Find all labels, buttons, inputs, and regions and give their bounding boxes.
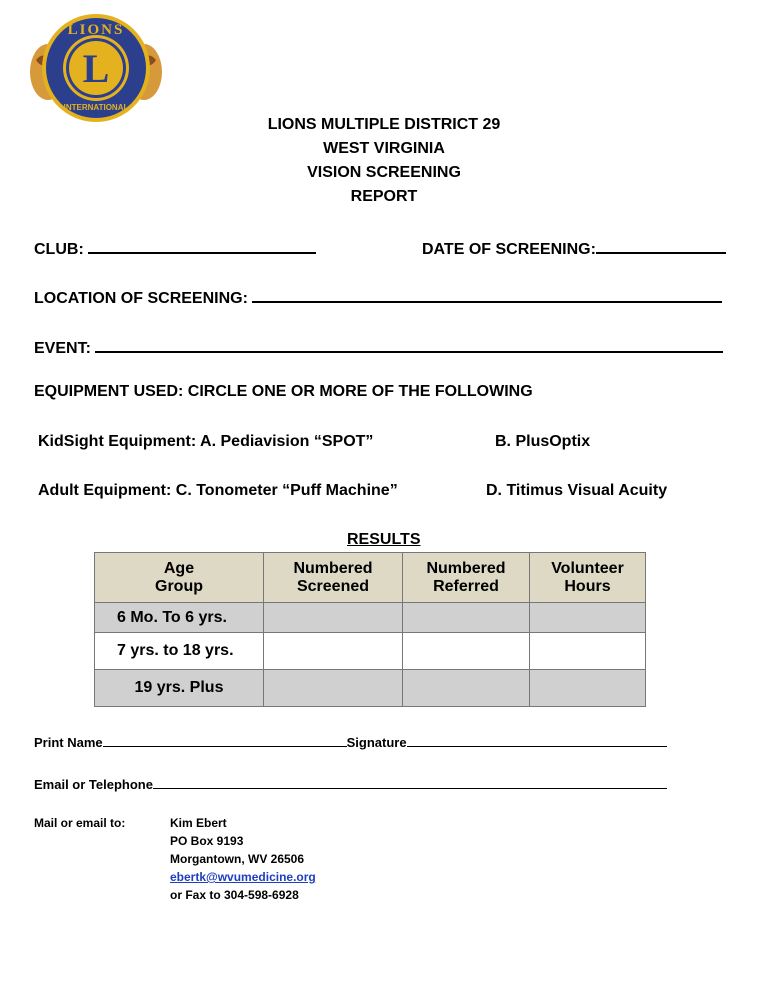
logo-bottom-text: INTERNATIONAL <box>63 103 129 112</box>
cell-hours[interactable] <box>530 670 646 707</box>
table-row <box>95 603 646 633</box>
mail-email[interactable] <box>170 870 316 884</box>
cell-screened[interactable] <box>264 670 403 707</box>
club-input-line[interactable] <box>88 238 316 254</box>
location-label: LOCATION OF SCREENING: <box>34 290 248 307</box>
row-age-label: 7 yrs. to 18 yrs. <box>95 633 264 670</box>
table-row <box>95 670 646 707</box>
cell-referred[interactable] <box>403 603 530 633</box>
header-line-3: VISION SCREENING <box>307 164 461 181</box>
results-table <box>94 552 646 707</box>
email-phone-row <box>34 777 667 792</box>
mail-city: Morgantown, WV 26506 <box>170 852 305 866</box>
mail-email-link[interactable]: ebertk@wvumedicine.org <box>170 870 316 884</box>
header-volunteer-hours: Volunteer Hours <box>530 553 646 603</box>
kidsight-equipment[interactable]: KidSight Equipment: A. Pediavision “SPOT” <box>38 433 374 450</box>
lions-international-logo <box>30 10 162 128</box>
header-numbered-referred: Numbered Referred <box>403 553 530 603</box>
header-numbered-screened: Numbered Screened <box>264 553 403 603</box>
date-label: DATE OF SCREENING: <box>422 241 596 258</box>
signature-label: Signature <box>346 735 407 750</box>
email-phone-input-line[interactable] <box>153 777 667 789</box>
event-input-line[interactable] <box>95 337 723 353</box>
results-title: RESULTS <box>347 531 421 548</box>
cell-screened[interactable] <box>264 633 403 670</box>
header-line-2: WEST VIRGINIA <box>323 140 445 157</box>
logo-top-text: LIONS <box>67 22 125 38</box>
table-row <box>95 633 646 670</box>
cell-hours[interactable] <box>530 633 646 670</box>
cell-referred[interactable] <box>403 670 530 707</box>
print-name-row <box>34 735 667 750</box>
logo-letter: L <box>82 46 110 91</box>
event-label: EVENT: <box>34 340 91 357</box>
adult-equipment[interactable]: Adult Equipment: C. Tonometer “Puff Machine” <box>38 482 398 499</box>
location-field <box>34 287 722 308</box>
club-label: CLUB: <box>34 241 84 258</box>
header-line-1: LIONS MULTIPLE DISTRICT 29 <box>267 116 501 133</box>
email-phone-label: Email or Telephone <box>34 777 153 792</box>
header-line-4: REPORT <box>350 188 418 205</box>
mail-po-box: PO Box 9193 <box>170 834 244 848</box>
cell-referred[interactable] <box>403 633 530 670</box>
date-input-line[interactable] <box>596 238 726 254</box>
club-field <box>34 238 316 259</box>
print-name-input-line[interactable] <box>103 735 347 747</box>
print-name-label: Print Name <box>34 735 103 750</box>
adult-option-d[interactable]: D. Titimus Visual Acuity <box>486 482 668 499</box>
location-input-line[interactable] <box>252 287 722 303</box>
cell-hours[interactable] <box>530 603 646 633</box>
signature-input-line[interactable] <box>407 735 667 747</box>
row-age-label: 6 Mo. To 6 yrs. <box>95 603 264 633</box>
cell-screened[interactable] <box>264 603 403 633</box>
row-age-label: 19 yrs. Plus <box>95 670 264 707</box>
equipment-title: EQUIPMENT USED: CIRCLE ONE OR MORE OF THE FOLLOWING <box>34 383 533 400</box>
mail-name: Kim Ebert <box>170 816 227 830</box>
mail-label: Mail or email to: <box>34 816 126 830</box>
event-field <box>34 337 723 358</box>
date-field <box>422 238 726 259</box>
kidsight-option-b[interactable]: B. PlusOptix <box>495 433 591 450</box>
mail-fax: or Fax to 304-598-6928 <box>170 888 299 902</box>
header-age-group: Age Group <box>95 553 264 603</box>
